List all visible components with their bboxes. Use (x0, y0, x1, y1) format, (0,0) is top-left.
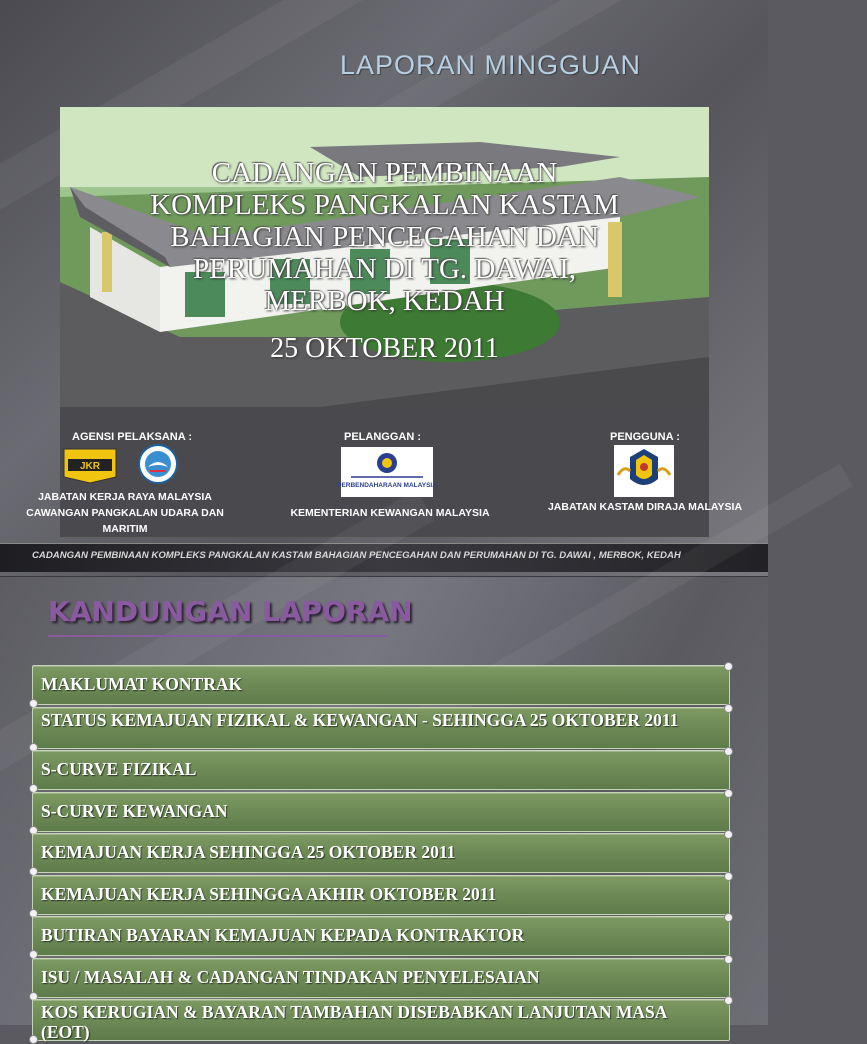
mof-logo (337, 447, 437, 497)
contents-item-label: BUTIRAN BAYARAN KEMAJUAN KEPADA KONTRAKTOR (41, 925, 525, 945)
connector-dot (724, 662, 733, 671)
contents-item-label: KEMAJUAN KERJA SEHINGGA 25 OKTOBER 2011 (41, 842, 456, 862)
contents-item-label: STATUS KEMAJUAN FIZIKAL & KEWANGAN - SEHINGGA 25 OKTOBER 2011 (41, 709, 679, 730)
connector-dot (724, 955, 733, 964)
contents-item-label: KOS KERUGIAN & BAYARAN TAMBAHAN DISEBABKAN LANJUTAN MASA (EOT) (41, 1002, 667, 1042)
contents-item-kemajuan-akhir-oktober[interactable] (32, 875, 730, 915)
contents-item-s-curve-kewangan[interactable] (32, 792, 730, 832)
connector-dot (724, 830, 733, 839)
contents-item-s-curve-fizikal[interactable] (32, 750, 730, 790)
jkr-logo-text: JKR (79, 461, 101, 472)
contents-item-label: MAKLUMAT KONTRAK (41, 674, 243, 694)
agensi-pelaksana-label: AGENSI PELAKSANA : (72, 431, 192, 443)
mof-logo-text: PERBENDAHARAAN MALAYSIA (337, 482, 437, 489)
contents-item-maklumat-kontrak[interactable] (32, 665, 730, 705)
contents-item-status-kemajuan[interactable] (32, 707, 730, 749)
pelanggan-name: KEMENTERIAN KEWANGAN MALAYSIA (290, 507, 490, 519)
banner-date: 25 OKTOBER 2011 (270, 333, 499, 364)
banner-line: KOMPLEKS PANGKALAN KASTAM (150, 189, 619, 221)
contents-item-kos-kerugian[interactable] (32, 999, 730, 1041)
kastam-crest-logo (614, 445, 674, 497)
slide-title-heading: LAPORAN MINGGUAN (340, 50, 642, 80)
banner-line: CADANGAN PEMBINAAN (211, 157, 558, 189)
banner-line: PERUMAHAN DI TG. DAWAI, (193, 253, 576, 285)
connector-dot (724, 747, 733, 756)
connector-dot (724, 996, 733, 1005)
maritime-logo (136, 443, 180, 485)
connector-dot (724, 789, 733, 798)
connector-dot (724, 913, 733, 922)
pelanggan-label: PELANGGAN : (344, 431, 421, 443)
pengguna-name: JABATAN KASTAM DIRAJA MALAYSIA (547, 501, 743, 513)
connector-dot (724, 704, 733, 713)
connector-dot (724, 872, 733, 881)
jkr-logo (60, 445, 120, 485)
contents-heading: KANDUNGAN LAPORAN (48, 595, 413, 628)
slide-contents (0, 576, 768, 1042)
footer-text: CADANGAN PEMBINAAN KOMPLEKS PANGKALAN KASTAM BAHAGIAN PENCEGAHAN DAN PERUMAHAN DI TG. DAWAI , MERBOK, KEDAH (32, 550, 681, 561)
contents-item-kemajuan-25-oktober[interactable] (32, 833, 730, 873)
contents-list (32, 665, 730, 1043)
slide-title (0, 0, 768, 576)
connector-dot (29, 1035, 38, 1044)
contents-item-label: ISU / MASALAH & CADANGAN TINDAKAN PENYELESAIAN (41, 966, 540, 987)
contents-item-isu-masalah[interactable] (32, 958, 730, 998)
contents-item-label: S-CURVE KEWANGAN (41, 800, 228, 821)
banner-line: MERBOK, KEDAH (264, 285, 505, 317)
banner-line: BAHAGIAN PENCEGAHAN DAN (170, 221, 599, 253)
agensi-pelaksana-name: JABATAN KERJA RAYA MALAYSIA CAWANGAN PANGKALAN UDARA DAN MARITIM (26, 491, 224, 535)
contents-item-label: KEMAJUAN KERJA SEHINGGA AKHIR OKTOBER 2011 (41, 883, 497, 904)
contents-item-label: S-CURVE FIZIKAL (41, 759, 197, 779)
building-render-banner (60, 107, 709, 407)
banner-project-title (60, 157, 709, 317)
pengguna-label: PENGGUNA : (610, 431, 680, 443)
contents-item-butiran-bayaran[interactable] (32, 916, 730, 956)
heading-underline (48, 635, 388, 637)
